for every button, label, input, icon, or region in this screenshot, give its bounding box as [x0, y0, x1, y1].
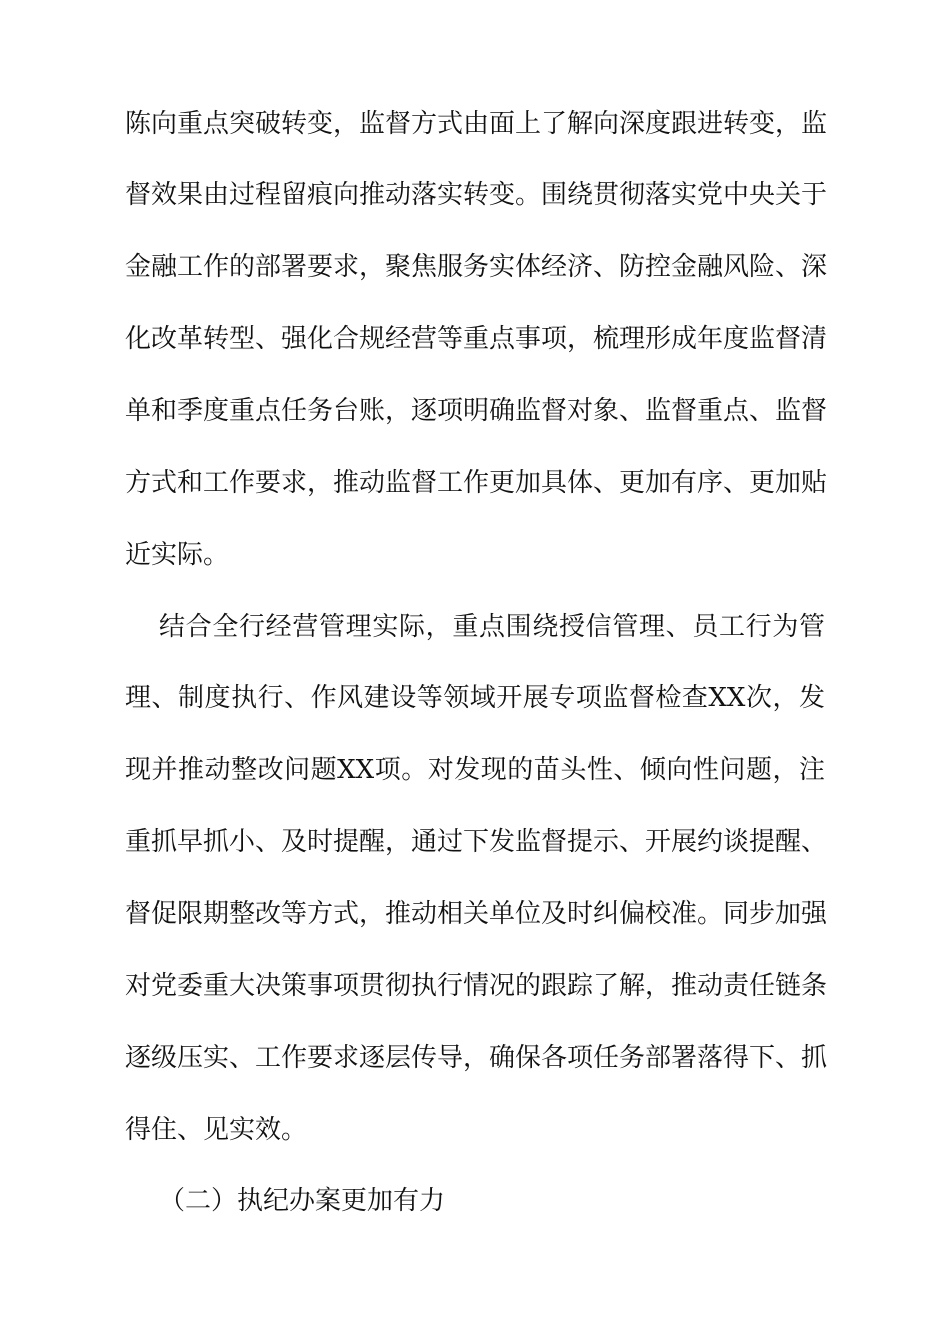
text-line: 逐级压实、工作要求逐层传导，确保各项任务部署落得下、抓 — [125, 1043, 828, 1073]
section-heading: （二）执纪办案更加有力 — [159, 1186, 446, 1216]
text-line: 得住、见实效。 — [125, 1115, 308, 1145]
text-line: 结合全行经营管理实际，重点围绕授信管理、员工行为管 — [159, 612, 825, 642]
text-line: 重抓早抓小、及时提醒，通过下发监督提示、开展约谈提醒、 — [125, 827, 828, 857]
text-line: 方式和工作要求，推动监督工作更加具体、更加有序、更加贴 — [125, 468, 828, 498]
text-line: 金融工作的部署要求，聚焦服务实体经济、防控金融风险、深 — [125, 252, 828, 282]
text-line: 化改革转型、强化合规经营等重点事项，梳理形成年度监督清 — [125, 324, 828, 354]
text-line: 督促限期整改等方式，推动相关单位及时纠偏校准。同步加强 — [125, 899, 828, 929]
text-line: 理、制度执行、作风建设等领域开展专项监督检查XX次，发 — [125, 683, 825, 713]
text-line: 单和季度重点任务台账，逐项明确监督对象、监督重点、监督 — [125, 396, 828, 426]
text-line: 陈向重点突破转变，监督方式由面上了解向深度跟进转变，监 — [125, 109, 828, 139]
text-line: 对党委重大决策事项贯彻执行情况的跟踪了解，推动责任链条 — [125, 971, 828, 1001]
text-line: 现并推动整改问题XX项。对发现的苗头性、倾向性问题，注 — [125, 755, 825, 785]
text-line: 督效果由过程留痕向推动落实转变。围绕贯彻落实党中央关于 — [125, 180, 828, 210]
text-line: 近实际。 — [125, 540, 230, 570]
